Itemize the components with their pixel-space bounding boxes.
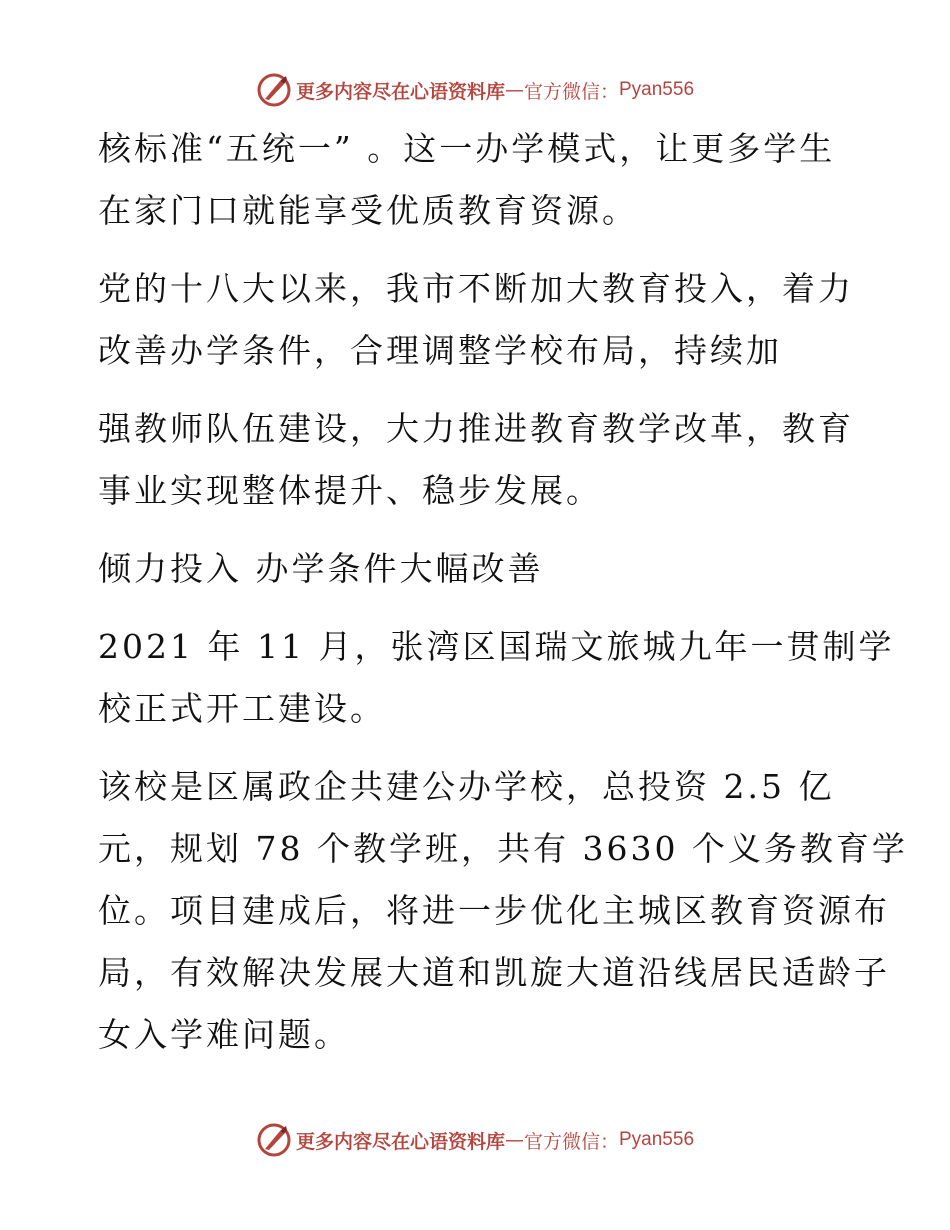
paragraph-line: 位。项目建成后，将进一步优化主城区教育资源布 xyxy=(98,891,890,930)
paragraph-line: 校正式开工建设。 xyxy=(98,689,386,728)
paragraph-line: 在家门口就能享受优质教育资源。 xyxy=(98,191,638,230)
paragraph-line: 事业实现整体提升、稳步发展。 xyxy=(98,471,602,510)
footer-banner xyxy=(0,1120,950,1160)
paragraph-line: 局，有效解决发展大道和凯旋大道沿线居民适龄子 xyxy=(98,953,890,992)
header-banner xyxy=(0,70,950,110)
banner-wechat-id: Pyan556 xyxy=(619,79,695,100)
banner-wechat-label: 官方微信： xyxy=(523,1130,619,1153)
paragraph xyxy=(98,258,858,382)
section-heading-text: 倾力投入 办学条件大幅改善 xyxy=(98,549,544,588)
paragraph xyxy=(98,398,858,522)
banner-wechat-id: Pyan556 xyxy=(619,1129,695,1150)
paragraph-line: 改善办学条件，合理调整学校布局，持续加 xyxy=(98,331,782,370)
paragraph-line: 强教师队伍建设，大力推进教育教学改革，教育 xyxy=(98,409,854,448)
document-body xyxy=(98,118,908,1082)
banner-site-text: 更多内容尽在心语资料库 xyxy=(295,1130,505,1153)
paragraph xyxy=(98,616,895,740)
quill-pen-logo-icon xyxy=(256,72,292,108)
paragraph-line: 元，规划 78 个教学班，共有 3630 个义务教育学 xyxy=(98,829,908,868)
banner-site-text: 更多内容尽在心语资料库 xyxy=(295,80,505,103)
banner-wechat-label: 官方微信： xyxy=(523,80,619,103)
paragraph-line: 女入学难问题。 xyxy=(98,1015,350,1054)
quill-pen-logo-icon xyxy=(256,1122,292,1158)
paragraph-line: 核标准“五统一” 。这一办学模式，让更多学生 xyxy=(98,129,836,168)
section-heading xyxy=(98,538,858,600)
paragraph xyxy=(98,756,908,1066)
paragraph-line: 该校是区属政企共建公办学校，总投资 2.5 亿 xyxy=(98,767,835,806)
banner-separator: — xyxy=(504,1129,524,1151)
banner-separator: — xyxy=(504,79,524,101)
paragraph xyxy=(98,118,858,242)
paragraph-line: 2021 年 11 月，张湾区国瑞文旅城九年一贯制学 xyxy=(98,627,895,666)
paragraph-line: 党的十八大以来，我市不断加大教育投入，着力 xyxy=(98,269,854,308)
